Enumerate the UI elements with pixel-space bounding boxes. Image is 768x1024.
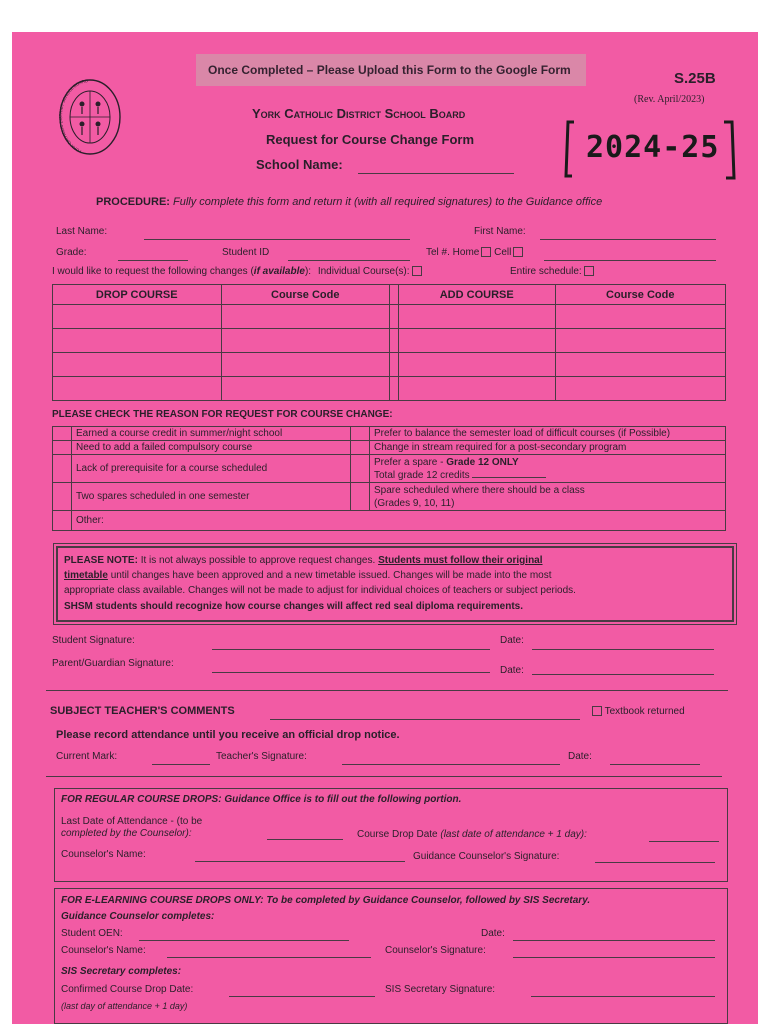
regular-counselor-name-field[interactable]: [195, 861, 405, 862]
request-line: [52, 266, 422, 277]
note-line-3: appropriate class available. Changes will not be made to adjust for individual choices of teachers or subject periods.: [64, 585, 576, 596]
spare-scheduled-label: Spare scheduled where there should be a class: [374, 484, 585, 496]
reason-checkbox[interactable]: [53, 483, 72, 511]
request-suffix: ):: [304, 266, 312, 277]
tel-home-label: Tel #. Home: [426, 247, 480, 258]
reasons-table: [52, 426, 726, 531]
drop-course-cell[interactable]: [53, 305, 222, 329]
elearning-date-field[interactable]: [513, 940, 715, 941]
request-prefix: I would like to request the following changes (: [52, 266, 254, 277]
reason-checkbox[interactable]: [351, 427, 370, 441]
home-checkbox[interactable]: [481, 247, 491, 257]
current-mark-label: Current Mark:: [56, 751, 118, 762]
tel-field[interactable]: [544, 260, 716, 261]
parent-date-field[interactable]: [532, 674, 714, 675]
section-divider: [46, 776, 722, 777]
last-name-field[interactable]: [144, 239, 410, 240]
elearning-counselor-name-field[interactable]: [167, 957, 371, 958]
board-name: York Catholic District School Board: [252, 106, 466, 121]
grade-field[interactable]: [118, 260, 188, 261]
upload-banner: [196, 54, 586, 86]
textbook-label: Textbook returned: [604, 706, 685, 717]
note-emphasis-2: timetable: [64, 570, 108, 581]
reason-right-3: [370, 455, 726, 483]
reason-checkbox[interactable]: [351, 441, 370, 455]
entire-label: Entire schedule:: [510, 266, 582, 277]
attendance-instruction: Please record attendance until you receive an official drop notice.: [56, 729, 400, 741]
note-line-2: [64, 570, 552, 581]
textbook-checkbox[interactable]: [592, 706, 602, 716]
last-attendance-field[interactable]: [267, 839, 343, 840]
student-oen-label: Student OEN:: [61, 928, 123, 939]
add-course-cell[interactable]: [398, 329, 555, 353]
please-note-box: [56, 546, 734, 622]
parent-signature-field[interactable]: [212, 672, 490, 673]
reason-right-1: Prefer to balance the semester load of difficult courses (if Possible): [370, 427, 726, 441]
elearning-date-label: Date:: [481, 928, 505, 939]
note-line-4: SHSM students should recognize how course changes will affect red seal diploma requirements.: [64, 601, 523, 612]
teacher-signature-field[interactable]: [342, 764, 560, 765]
sis-signature-field[interactable]: [531, 996, 715, 997]
elearning-drops-box: [54, 888, 728, 1024]
table-divider: [389, 377, 398, 401]
elearning-counselor-sig-label: Counselor's Signature:: [385, 945, 486, 956]
course-change-table: [52, 284, 726, 401]
table-divider: [389, 305, 398, 329]
add-code-header: Course Code: [555, 285, 726, 305]
add-code-cell[interactable]: [555, 353, 726, 377]
add-course-cell[interactable]: [398, 305, 555, 329]
procedure-line: [96, 196, 602, 208]
gc-completes-label: Guidance Counselor completes:: [61, 911, 215, 922]
sis-completes-label: SIS Secretary completes:: [61, 966, 182, 977]
reason-right-2: Change in stream required for a post-secondary program: [370, 441, 726, 455]
parent-signature-label: Parent/Guardian Signature:: [52, 658, 174, 669]
student-signature-label: Student Signature:: [52, 635, 135, 646]
regular-heading: FOR REGULAR COURSE DROPS: Guidance Office is to fill out the following portion.: [61, 794, 462, 805]
note-text-1: It is not always possible to approve request changes.: [140, 555, 376, 566]
student-date-label: Date:: [500, 635, 524, 646]
reason-left-4: Two spares scheduled in one semester: [72, 483, 351, 511]
table-divider: [389, 353, 398, 377]
drop-course-cell[interactable]: [53, 329, 222, 353]
table-row: [53, 329, 726, 353]
spare-label: Prefer a spare -: [374, 456, 447, 468]
procedure-text: Fully complete this form and return it (with all required signatures) to the Guidance office: [173, 196, 603, 208]
drop-course-cell[interactable]: [53, 377, 222, 401]
drop-code-cell[interactable]: [221, 329, 389, 353]
individual-checkbox[interactable]: [412, 266, 422, 276]
teacher-date-field[interactable]: [610, 764, 700, 765]
reason-left-2: Need to add a failed compulsory course: [72, 441, 351, 455]
student-oen-field[interactable]: [139, 940, 349, 941]
reason-checkbox[interactable]: [351, 455, 370, 483]
last-name-label: Last Name:: [56, 226, 108, 237]
guidance-signature-label: Guidance Counselor's Signature:: [413, 851, 560, 862]
add-code-cell[interactable]: [555, 329, 726, 353]
parent-date-label: Date:: [500, 665, 524, 676]
table-row: [53, 377, 726, 401]
revision-date: (Rev. April/2023): [634, 94, 705, 105]
table-divider: [389, 285, 398, 305]
current-mark-field[interactable]: [152, 764, 210, 765]
last-day-note: (last day of attendance + 1 day): [61, 1001, 188, 1011]
note-label: PLEASE NOTE:: [64, 555, 138, 566]
request-italic: if available: [253, 266, 305, 277]
form-title: Request for Course Change Form: [266, 132, 475, 147]
grades-label: (Grades 9, 10, 11): [374, 497, 455, 509]
upload-banner-text: Once Completed – Please Upload this Form to the Google Form: [208, 63, 571, 77]
reason-checkbox[interactable]: [53, 427, 72, 441]
elearning-counselor-sig-field[interactable]: [513, 957, 715, 958]
logo-ring-text: YORK CATHOLIC DISTRICT SCHOOL BOARD: [58, 78, 89, 155]
drop-course-header: DROP COURSE: [53, 285, 222, 305]
school-name-label: School Name:: [256, 157, 343, 172]
drop-code-cell[interactable]: [221, 377, 389, 401]
student-date-field[interactable]: [532, 649, 714, 650]
note-line-1: [64, 555, 543, 566]
total-credits-label: Total grade 12 credits: [374, 469, 470, 481]
student-id-label: Student ID: [222, 247, 270, 258]
cell-checkbox[interactable]: [513, 247, 523, 257]
teacher-date-label: Date:: [568, 751, 592, 762]
form-code: S.25B: [674, 70, 716, 87]
individual-label: Individual Course(s):: [317, 266, 410, 277]
drop-code-cell[interactable]: [221, 305, 389, 329]
entire-checkbox[interactable]: [584, 266, 594, 276]
drop-date-label-b: (last date of attendance + 1 day):: [440, 829, 587, 840]
table-row: [53, 305, 726, 329]
elearning-counselor-name-label: Counselor's Name:: [61, 945, 146, 956]
drop-code-header: Course Code: [221, 285, 389, 305]
svg-text:YORK CATHOLIC DISTRICT SCHOOL: [58, 78, 88, 154]
add-course-cell[interactable]: [398, 377, 555, 401]
confirmed-drop-date-field[interactable]: [229, 996, 375, 997]
confirmed-drop-date-label: Confirmed Course Drop Date:: [61, 984, 194, 995]
teacher-comments-field[interactable]: [270, 719, 580, 720]
teacher-comments-label: SUBJECT TEACHER'S COMMENTS: [50, 705, 235, 717]
grade12-only: Grade 12 ONLY: [446, 456, 519, 468]
last-attendance-label-1: Last Date of Attendance - (to be: [61, 816, 203, 827]
section-divider: [46, 690, 728, 691]
school-board-logo: [58, 78, 122, 156]
note-text-2: until changes have been approved and a new timetable issued. Changes will be made into the most: [110, 570, 552, 581]
last-attendance-label-2: completed by the Counselor):: [61, 828, 192, 839]
add-course-cell[interactable]: [398, 353, 555, 377]
drop-date-field[interactable]: [649, 841, 719, 842]
grade-label: Grade:: [56, 247, 87, 258]
teacher-signature-label: Teacher's Signature:: [216, 751, 307, 762]
first-name-label: First Name:: [474, 226, 526, 237]
add-code-cell[interactable]: [555, 377, 726, 401]
table-divider: [389, 329, 398, 353]
reason-right-4: [370, 483, 726, 511]
reason-checkbox[interactable]: [351, 483, 370, 511]
sis-signature-label: SIS Secretary Signature:: [385, 984, 496, 995]
drop-course-cell[interactable]: [53, 353, 222, 377]
reasons-heading: PLEASE CHECK THE REASON FOR REQUEST FOR COURSE CHANGE:: [52, 409, 393, 420]
tel-group: [426, 247, 523, 258]
elearning-heading: FOR E-LEARNING COURSE DROPS ONLY: To be completed by Guidance Counselor, followed by SIS Secretary.: [61, 895, 591, 906]
student-signature-field[interactable]: [212, 649, 490, 650]
reason-checkbox[interactable]: [53, 511, 72, 531]
note-emphasis-1: Students must follow their original: [378, 555, 543, 566]
drop-code-cell[interactable]: [221, 353, 389, 377]
reason-other: Other:: [72, 511, 726, 531]
drop-date-label: [357, 829, 587, 840]
table-row: [53, 353, 726, 377]
entire-group: [510, 266, 594, 277]
procedure-label: PROCEDURE:: [96, 196, 170, 208]
tel-cell-label: Cell: [494, 247, 512, 258]
reason-left-3: Lack of prerequisite for a course scheduled: [72, 455, 351, 483]
guidance-signature-field[interactable]: [595, 862, 715, 863]
first-name-field[interactable]: [540, 239, 716, 240]
handwritten-year: 2024-25: [586, 130, 720, 165]
drop-date-label-a: Course Drop Date: [357, 829, 441, 840]
regular-counselor-name-label: Counselor's Name:: [61, 849, 146, 860]
reason-checkbox[interactable]: [53, 441, 72, 455]
last-attendance-label: [61, 816, 202, 840]
form-sheet: [12, 32, 758, 1024]
reason-left-1: Earned a course credit in summer/night school: [72, 427, 351, 441]
add-code-cell[interactable]: [555, 305, 726, 329]
student-id-field[interactable]: [288, 260, 410, 261]
reason-checkbox[interactable]: [53, 455, 72, 483]
regular-drops-box: [54, 788, 728, 882]
school-name-field[interactable]: [358, 173, 514, 174]
total-credits-field[interactable]: [472, 477, 546, 478]
add-course-header: ADD COURSE: [398, 285, 555, 305]
textbook-group: [590, 706, 685, 717]
